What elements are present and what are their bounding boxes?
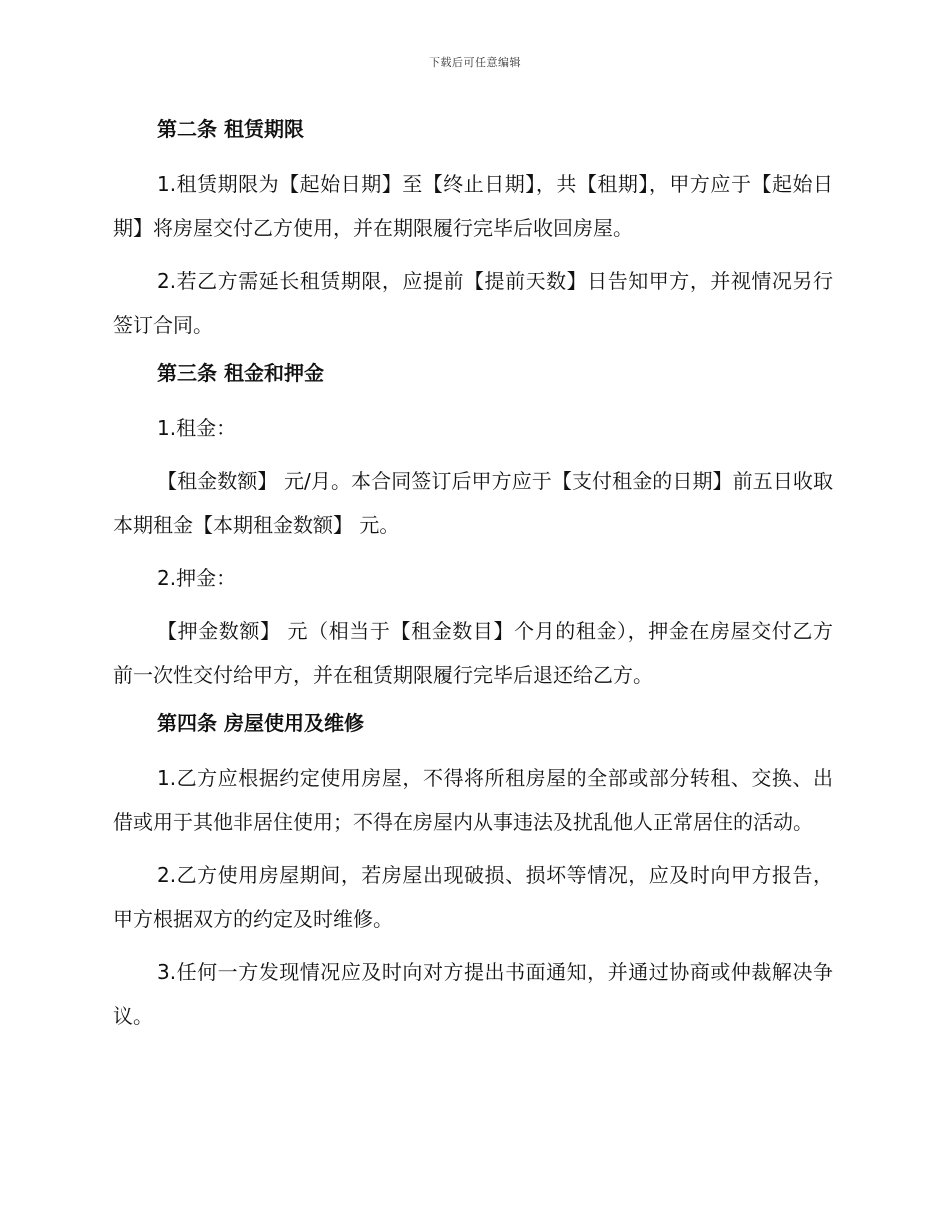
article-4-paragraph-2: 2.乙方使用房屋期间，若房屋出现破损、损坏等情况，应及时向甲方报告，甲方根据双方的约定及时维修。 bbox=[113, 863, 833, 931]
article-4-paragraph-1: 1.乙方应根据约定使用房屋，不得将所租房屋的全部或部分转租、交换、出借或用于其他非居住使用；不得在房屋内从事违法及扰乱他人正常居住的活动。 bbox=[113, 766, 833, 834]
document-body bbox=[113, 112, 833, 1047]
page-header-note: 下载后可任意编辑 bbox=[429, 56, 521, 69]
article-4-heading: 第四条 房屋使用及维修 bbox=[157, 711, 364, 735]
article-4-paragraph-3: 3.任何一方发现情况应及时向对方提出书面通知，并通过协商或仲裁解决争议。 bbox=[113, 960, 833, 1028]
article-2-paragraph-1: 1.租赁期限为【起始日期】至【终止日期】，共【租期】，甲方应于【起始日期】将房屋交付乙方使用，并在期限履行完毕后收回房屋。 bbox=[113, 172, 833, 240]
article-2-heading: 第二条 租赁期限 bbox=[157, 117, 304, 141]
article-3-paragraph-1: 1.租金： bbox=[157, 416, 237, 440]
article-2-paragraph-2: 2.若乙方需延长租赁期限，应提前【提前天数】日告知甲方，并视情况另行签订合同。 bbox=[113, 269, 833, 337]
article-3-paragraph-2: 【租金数额】 元/月。本合同签订后甲方应于【支付租金的日期】前五日收取本期租金【本期租金数额】 元。 bbox=[113, 469, 833, 537]
article-3-paragraph-4: 【押金数额】 元（相当于【租金数目】个月的租金），押金在房屋交付乙方前一次性交付给甲方，并在租赁期限履行完毕后退还给乙方。 bbox=[113, 619, 833, 687]
article-3-heading: 第三条 租金和押金 bbox=[157, 361, 324, 385]
article-3-paragraph-3: 2.押金： bbox=[157, 566, 237, 590]
